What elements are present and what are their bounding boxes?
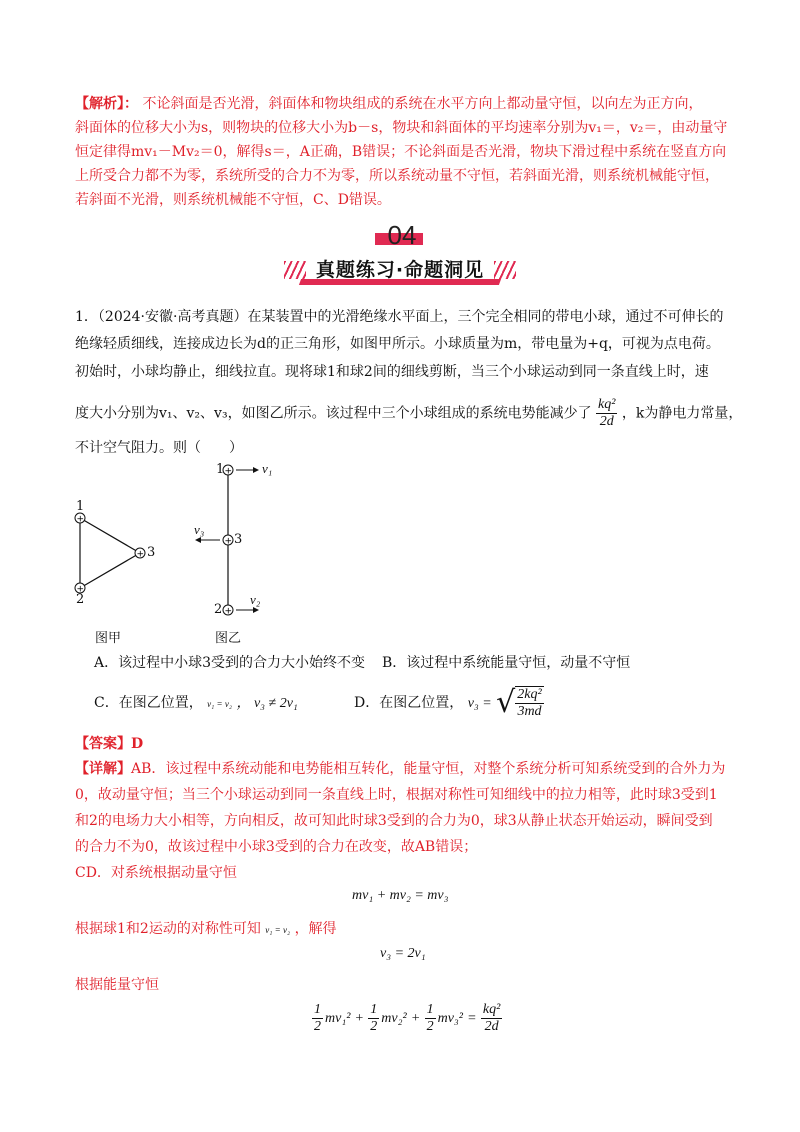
detail-text-1: AB．该过程中系统动能和电势能相互转化，能量守恒，对整个系统分析可知系统受到的合外力为	[131, 761, 726, 777]
energy-fraction-rhs	[481, 1002, 502, 1035]
analysis-label: 【解析】：	[75, 96, 138, 112]
option-d-numerator: 2kq²	[517, 687, 542, 702]
half-num-2: 1	[370, 1002, 378, 1017]
speed-line-text-a: 度大小分别为v₁、v₂、v₃，如图乙所示。该过程中三个小球组成的系统电势能减少了	[75, 405, 592, 422]
detail-line-4: 的合力不为0，故该过程中小球3受到的合力在改变，故AB错误；	[75, 839, 478, 855]
plus-2: +	[411, 1010, 420, 1026]
analysis-line-1	[75, 92, 735, 116]
question-line-2: 绝缘轻质细线，连接成边长为d的正三角形，如图甲所示。小球质量为m，带电量为+q，可视为点电荷。	[75, 336, 720, 352]
energy-numerator: kq²	[598, 397, 616, 412]
detail-line-2: 0，故动量守恒；当三个小球运动到同一条直线上时，根据对称性可知细线中的拉力相等，此时球3受到1	[75, 787, 718, 803]
detail-paragraph	[75, 756, 735, 860]
section-number: 04	[387, 220, 417, 250]
equals-sign: =	[467, 1010, 476, 1026]
figure-a-label-ball-1: 1	[76, 499, 85, 514]
svg-text:+: +	[224, 466, 233, 477]
option-c-math-1: v₁ = v₂	[207, 699, 232, 709]
svg-text:+: +	[224, 606, 233, 617]
detail-line-3: 和2的电场力大小相等，方向相反，故可知此时球3受到的合力为0，球3从静止状态开始运动，瞬间受到	[75, 813, 713, 829]
option-d-text: D．在图乙位置，	[354, 695, 464, 711]
equation-momentum: mv₁ + mv₂ = mv₃	[352, 888, 449, 903]
question-number: 1．	[75, 309, 98, 325]
option-c-math-2: ， v₃ ≠ 2v₁	[236, 696, 298, 711]
speed-line-text-b: ，k为静电力常量，	[621, 405, 743, 422]
detail-label: 【详解】	[75, 761, 131, 777]
term-1: mv₁²	[325, 1010, 351, 1026]
half-fraction-2	[368, 1002, 379, 1035]
question-line-3: 初始时，小球均静止，细线拉直。现将球1和球2间的细线剪断，当三个小球运动到同一条直线上时，速	[75, 364, 709, 380]
figure-b-label-ball-1: 1	[216, 462, 225, 477]
option-d-denominator: 3md	[517, 704, 542, 719]
detail-energy-label: 根据能量守恒	[75, 977, 159, 993]
term-2: mv₂²	[381, 1010, 407, 1026]
figure-b-label-ball-2: 2	[214, 602, 223, 617]
option-b: B．该过程中系统能量守恒，动量不守恒	[382, 655, 631, 671]
svg-text:+: +	[76, 514, 85, 525]
energy-denominator: 2d	[599, 414, 614, 429]
symmetry-math: v₁ = v₂	[265, 925, 291, 935]
equation-v3: v₃ = 2v₁	[380, 946, 426, 961]
option-a: A．该过程中小球3受到的合力大小始终不变	[94, 655, 366, 671]
answer-label: 【答案】D	[75, 736, 144, 752]
banner-left-stripes	[284, 261, 306, 279]
question-line-5: 不计空气阻力。则（ ）	[75, 440, 243, 456]
analysis-line-4: 上所受合力都不为零，系统所受的合力不为零，所以系统动量不守恒，若斜面光滑，则系统机械能守恒，	[75, 168, 719, 184]
option-d-math-left: v₃ =	[467, 696, 492, 711]
half-num-3: 1	[426, 1002, 434, 1017]
figure-a-triangle	[75, 513, 145, 595]
half-den-2: 2	[370, 1019, 378, 1034]
banner-right-stripes	[494, 261, 516, 279]
svg-text:+: +	[136, 549, 145, 560]
question-line-1	[75, 306, 723, 326]
figure-a-label-ball-3: 3	[147, 545, 156, 560]
option-d-sqrt	[496, 686, 544, 720]
half-fraction-3	[425, 1002, 436, 1035]
analysis-line-3: 恒定律得mv₁－Mv₂＝0，解得s＝，A正确，B错误；不论斜面是否光滑，物块下滑过程中系统在竖直方向	[75, 144, 727, 160]
symmetry-tail: ，解得	[294, 921, 337, 937]
figure-b-label-ball-3: 3	[234, 532, 243, 547]
equation-energy	[312, 1002, 502, 1035]
half-den-1: 2	[314, 1019, 321, 1034]
figure-b-label-v3: v₃	[194, 522, 205, 537]
term-3: mv₃²	[437, 1010, 463, 1026]
symmetry-text: 根据球1和2运动的对称性可知	[75, 921, 261, 937]
figure-b-label-v2: v₂	[250, 592, 261, 607]
question-source: （2024·安徽·高考真题）	[97, 309, 248, 325]
analysis-line-5: 若斜面不光滑，则系统机械能不守恒，C、D错误。	[75, 192, 391, 208]
section-title: 真题练习·命题洞见	[315, 259, 485, 281]
svg-text:+: +	[76, 584, 85, 595]
svg-text:+: +	[224, 536, 233, 547]
analysis-text-1: 不论斜面是否光滑，斜面体和物块组成的系统在水平方向上都动量守恒，以向左为正方向，	[142, 96, 703, 112]
eq3-denominator: 2d	[484, 1019, 499, 1034]
figure-a-label-ball-2: 2	[76, 592, 85, 607]
option-c	[94, 692, 298, 712]
eq3-numerator: kq²	[482, 1002, 501, 1017]
detail-line-1	[75, 756, 735, 782]
figure-a-caption: 图甲	[95, 631, 122, 646]
figure-b-label-v1: v₁	[262, 461, 273, 476]
option-d	[354, 686, 544, 720]
energy-fraction	[596, 397, 617, 430]
detail-cd-label: CD．对系统根据动量守恒	[75, 865, 237, 881]
figure-b-caption: 图乙	[215, 631, 242, 646]
option-c-text: C．在图乙位置，	[94, 695, 203, 711]
analysis-line-2: 斜面体的位移大小为s，则物块的位移大小为b－s，物块和斜面体的平均速率分别为v₁＝，v₂＝，由动量守	[75, 120, 728, 136]
sqrt-sign-icon: √	[496, 685, 516, 720]
section-banner	[284, 255, 516, 285]
question-text-1: 在某装置中的光滑绝缘水平面上，三个完全相同的带电小球，通过不可伸长的	[247, 309, 724, 325]
half-num-1: 1	[314, 1002, 321, 1017]
analysis-paragraph	[75, 92, 735, 212]
detail-symmetry-line	[75, 918, 337, 938]
figure-diagrams	[60, 460, 300, 650]
question-line-4	[75, 397, 742, 430]
half-fraction-1	[312, 1002, 323, 1035]
half-den-3: 2	[426, 1019, 434, 1034]
option-d-fraction	[515, 686, 543, 720]
plus-1: +	[355, 1010, 364, 1026]
